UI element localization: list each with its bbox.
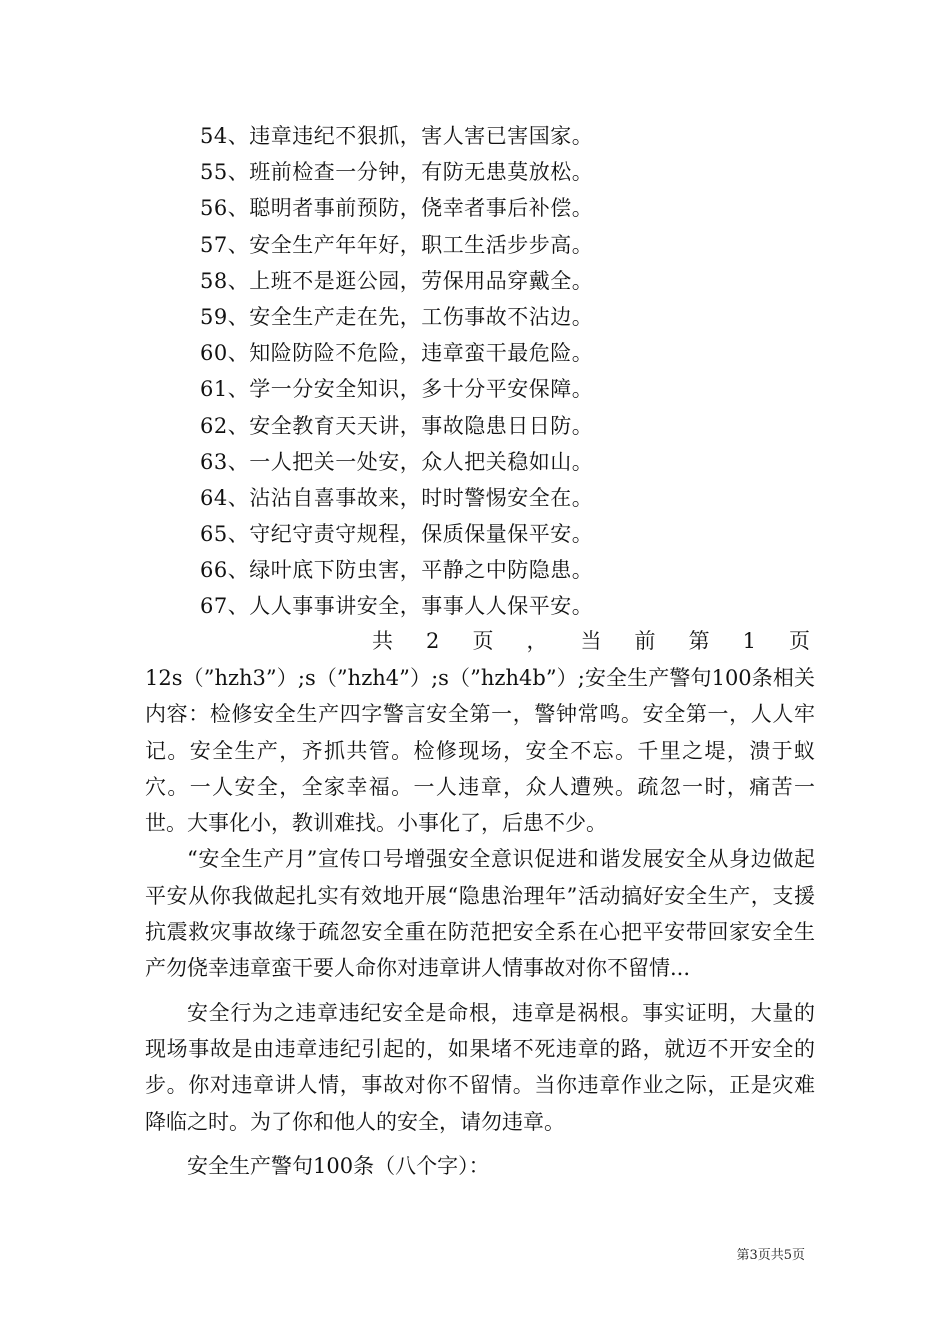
pager-token: 第 <box>688 629 710 653</box>
paragraph-safety-month: “安全生产月”宣传口号增强安全意识促进和谐发展安全从身边做起平安从你我做起扎实有效地开展“隐患治理年”活动搞好安全生产，支援抗震救灾事故缘于疏忽安全重在防范把安全系在心把平安带回家安全生产勿侥幸违章蛮干要人命你对违章讲人情事故对你不留情... <box>145 847 815 981</box>
pager-token: 页 <box>789 629 810 653</box>
paragraph-related-content: 12s（”hzh3”）;s（”hzh4”）;s（”hzh4b”）;安全生产警句100条相关内容：检修安全生产四字警言安全第一，警钟常鸣。安全第一，人人牢记。安全生产，齐抓共管。检修现场，安全不忘。千里之堤，溃于蚁穴。一人安全，全家幸福。一人违章，众人遭殃。疏忽一时，痛苦一世。大事化小，教训难找。小事化了，后患不少。 <box>145 666 815 836</box>
list-item: 65、守纪守责守规程，保质保量保平安。 <box>200 522 594 547</box>
pager-token: 1 <box>742 629 756 653</box>
list-item: 66、绿叶底下防虫害，平静之中防隐患。 <box>200 558 594 583</box>
list-item: 54、违章违纪不狠抓，害人害已害国家。 <box>200 124 594 148</box>
pager-token: ， <box>526 629 548 653</box>
list-item: 61、学一分安全知识，多十分平安保障。 <box>200 377 594 402</box>
paragraph-heading-eight-chars: 安全生产警句100条（八个字）： <box>187 1153 490 1178</box>
pager-token: 前 <box>634 629 656 653</box>
list-item: 56、聪明者事前预防，侥幸者事后补偿。 <box>200 196 594 221</box>
pager-token: 当 <box>580 629 602 653</box>
slogan-list <box>200 118 593 625</box>
body-text <box>145 660 815 1184</box>
list-item: 55、班前检查一分钟，有防无患莫放松。 <box>200 160 594 185</box>
page-footer: 第3页共5页 <box>736 1248 805 1263</box>
pager-token: 共 <box>372 629 393 653</box>
list-item: 57、安全生产年年好，职工生活步步高。 <box>200 232 594 257</box>
list-item: 63、一人把关一处安，众人把关稳如山。 <box>200 449 594 474</box>
list-item: 58、上班不是逛公园，劳保用品穿戴全。 <box>200 268 594 293</box>
list-item: 62、安全教育天天讲，事故隐患日日防。 <box>200 413 594 438</box>
list-item: 59、安全生产走在先，工伤事故不沾边。 <box>200 304 594 329</box>
list-item: 64、沾沾自喜事故来，时时警惕安全在。 <box>200 485 594 510</box>
pager-token: 2 <box>426 629 440 653</box>
list-item: 67、人人事事讲安全，事事人人保平安。 <box>200 594 594 619</box>
pager-token: 页 <box>472 629 494 653</box>
page-indicator-line <box>372 623 810 659</box>
list-item: 60、知险防险不危险，违章蛮干最危险。 <box>200 341 594 366</box>
paragraph-violations: 安全行为之违章违纪安全是命根，违章是祸根。事实证明，大量的现场事故是由违章违纪引起的，如果堵不死违章的路，就迈不开安全的步。你对违章讲人情，事故对你不留情。当你违章作业之际，正是灾难降临之时。为了你和他人的安全，请勿违章。 <box>145 1000 815 1134</box>
